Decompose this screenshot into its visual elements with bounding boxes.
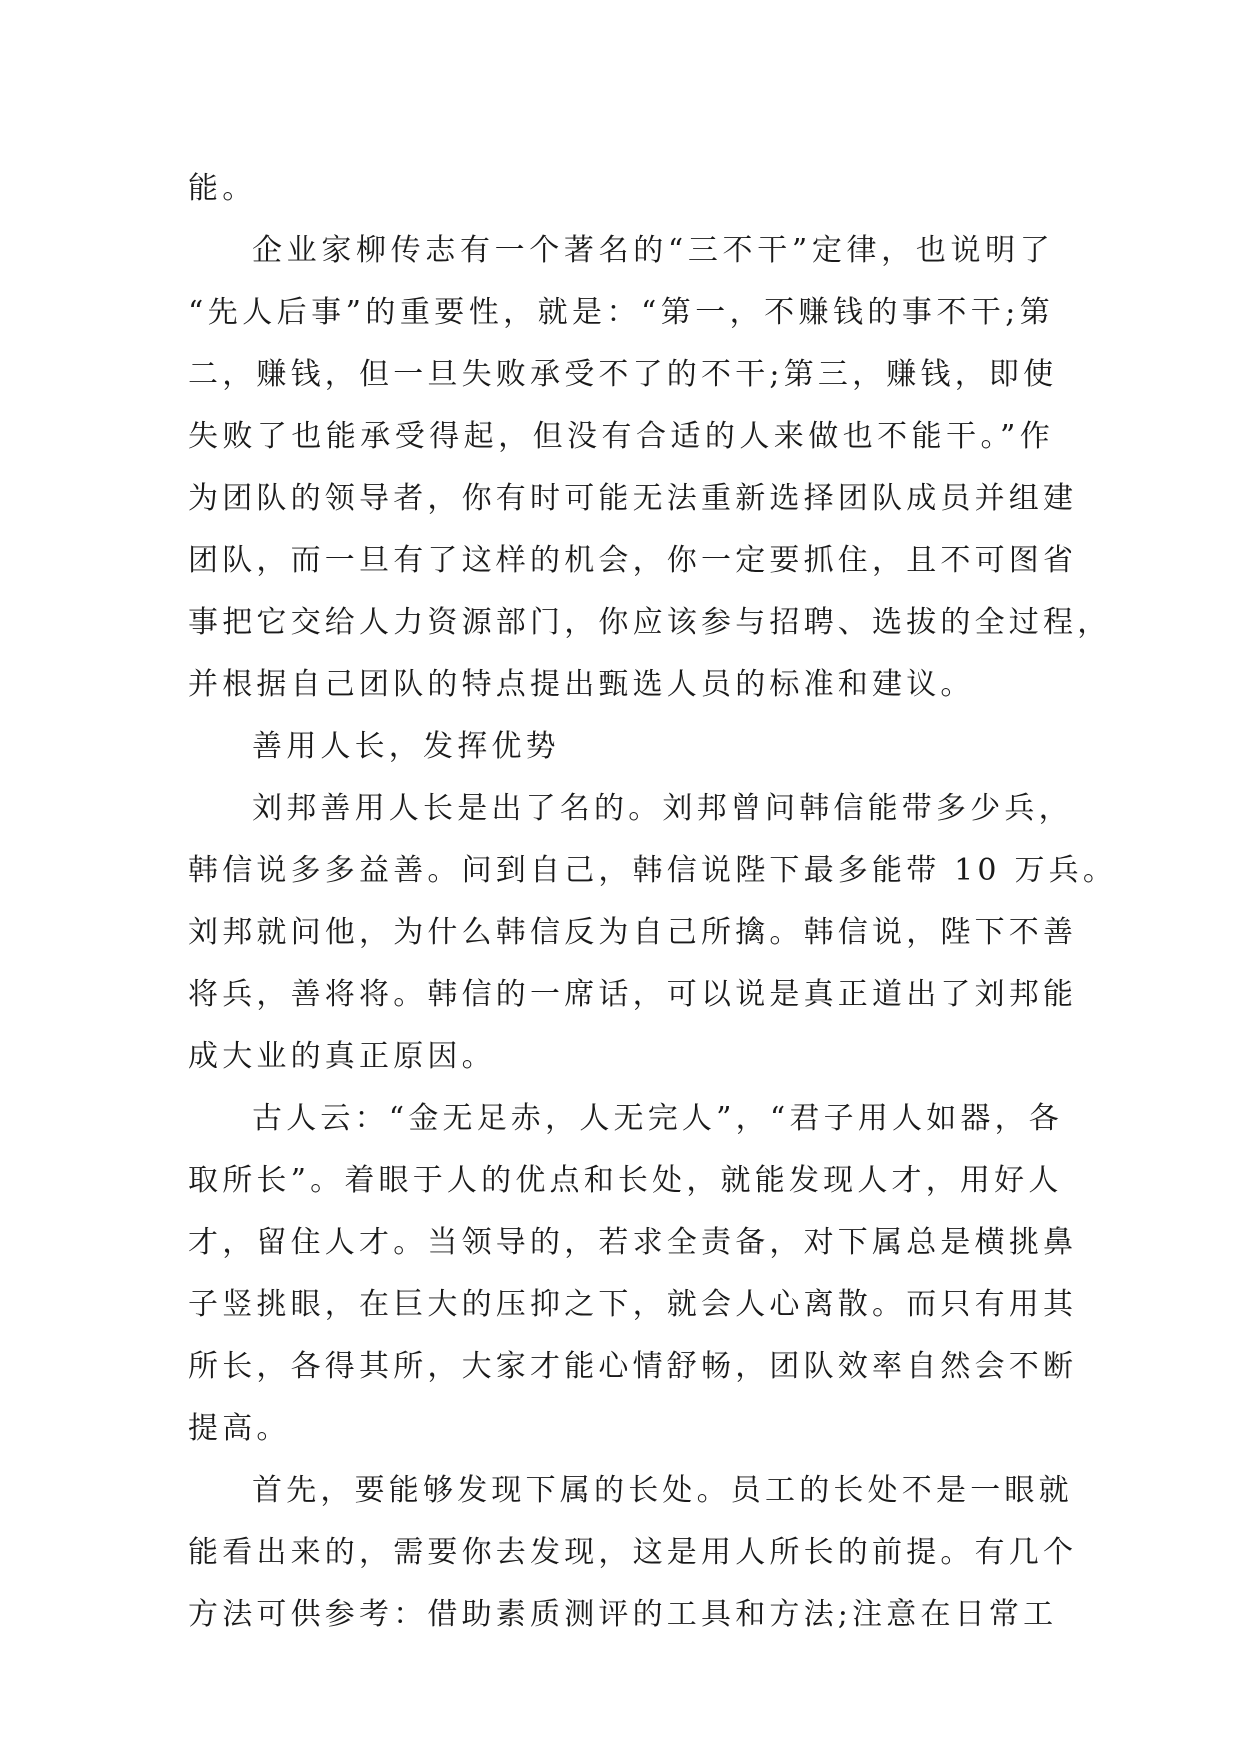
text-line: 能。: [188, 171, 257, 206]
text-line: 提高。: [188, 1411, 291, 1446]
text-line: 能看出来的，需要你去发现，这是用人所长的前提。有几个: [188, 1535, 1078, 1570]
text-line: 团队，而一旦有了这样的机会，你一定要抓住，且不可图省: [188, 543, 1078, 578]
text-line: 首先，要能够发现下属的长处。员工的长处不是一眼就: [252, 1473, 1073, 1508]
text-line: 并根据自己团队的特点提出甄选人员的标准和建议。: [188, 667, 975, 702]
text-line: 二，赚钱，但一旦失败承受不了的不干;第三，赚钱，即使: [188, 357, 1058, 392]
paragraph-ancient-saying: [188, 1088, 1078, 1460]
text-line: 为团队的领导者，你有时可能无法重新选择团队成员并组建: [188, 481, 1078, 516]
paragraph-liu-bang: [188, 778, 1118, 1088]
text-line: 才，留住人才。当领导的，若求全责备，对下属总是横挑鼻: [188, 1225, 1078, 1260]
text-line: 刘邦就问他，为什么韩信反为自己所擒。韩信说，陛下不善: [188, 915, 1078, 950]
text-line: 所长，各得其所，大家才能心情舒畅，团队效率自然会不断: [188, 1349, 1078, 1384]
text-line: 子竖挑眼，在巨大的压抑之下，就会人心离散。而只有用其: [188, 1287, 1078, 1322]
document-page: [188, 158, 1118, 1646]
text-line: 失败了也能承受得起，但没有合适的人来做也不能干。”作: [188, 419, 1054, 454]
text-line: 刘邦善用人长是出了名的。刘邦曾问韩信能带多少兵，: [252, 791, 1073, 826]
text-line: “先人后事”的重要性，就是：“第一，不赚钱的事不干;第: [188, 295, 1054, 330]
heading-line: 善用人长，发挥优势: [252, 729, 560, 764]
text-line: 将兵，善将将。韩信的一席话，可以说是真正道出了刘邦能: [188, 977, 1078, 1012]
text-line: 韩信说多多益善。问到自己，韩信说陛下最多能带 10 万兵。: [188, 853, 1118, 888]
text-line: 事把它交给人力资源部门，你应该参与招聘、选拔的全过程，: [188, 605, 1112, 640]
text-line: 古人云：“金无足赤，人无完人”，“君子用人如器，各: [252, 1101, 1064, 1136]
paragraph-continuation: [188, 158, 1054, 220]
paragraph-liu-chuanzhi: [188, 220, 1112, 716]
paragraph-find-strengths: [188, 1460, 1078, 1646]
text-line: 成大业的真正原因。: [188, 1039, 496, 1074]
text-line: 企业家柳传志有一个著名的“三不干”定律，也说明了: [252, 233, 1054, 268]
text-line: 方法可供参考：借助素质测评的工具和方法;注意在日常工: [188, 1597, 1058, 1632]
text-line: 取所长”。着眼于人的优点和长处，就能发现人才，用好人: [188, 1163, 1063, 1198]
section-heading: [188, 716, 1054, 778]
